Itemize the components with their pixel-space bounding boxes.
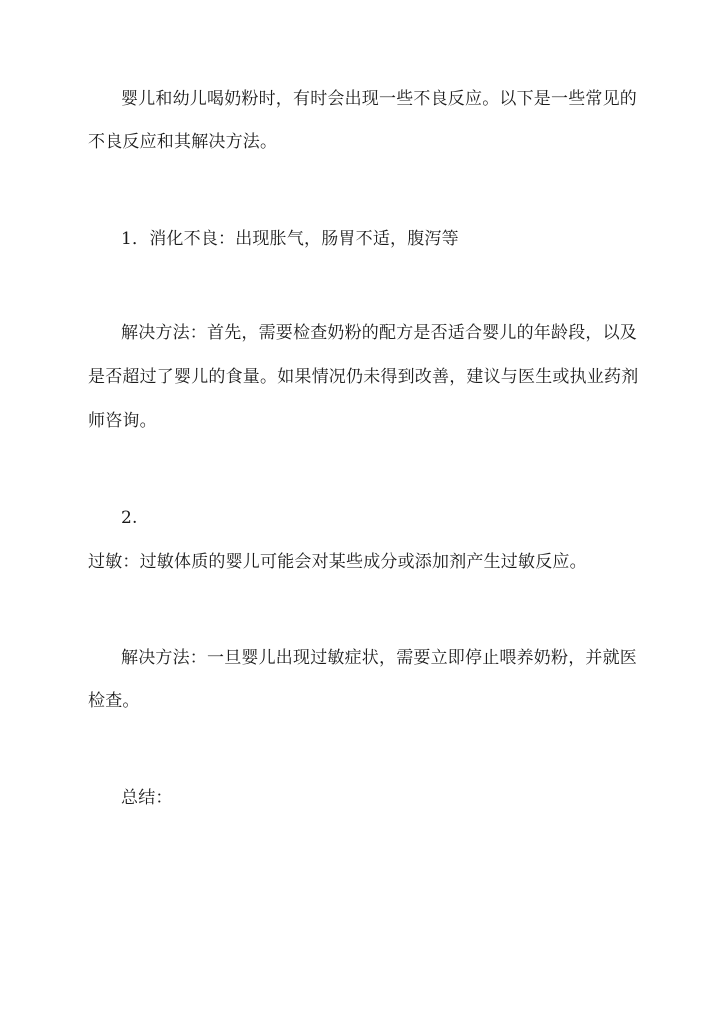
solution-2-line-1: 解决方法：一旦婴儿出现过敏症状，需要立即停止喂养奶粉，并就医 — [121, 648, 637, 668]
solution-2-line-2: 检查。 — [88, 691, 140, 711]
item-2-number: 2. — [121, 508, 138, 528]
solution-1-line-2: 是否超过了婴儿的食量。如果情况仍未得到改善，建议与医生或执业药剂 — [88, 367, 639, 387]
solution-1-line-3: 师咨询。 — [88, 411, 157, 431]
summary-heading: 总结： — [121, 788, 173, 808]
intro-line-1: 婴儿和幼儿喝奶粉时，有时会出现一些不良反应。以下是一些常见的 — [121, 89, 637, 109]
intro-line-2: 不良反应和其解决方法。 — [88, 132, 278, 152]
solution-1-line-1: 解决方法：首先，需要检查奶粉的配方是否适合婴儿的年龄段，以及 — [121, 323, 637, 343]
item-2-heading: 过敏：过敏体质的婴儿可能会对某些成分或添加剂产生过敏反应。 — [88, 552, 587, 572]
item-1-heading: 1．消化不良：出现胀气，肠胃不适，腹泻等 — [121, 229, 459, 249]
